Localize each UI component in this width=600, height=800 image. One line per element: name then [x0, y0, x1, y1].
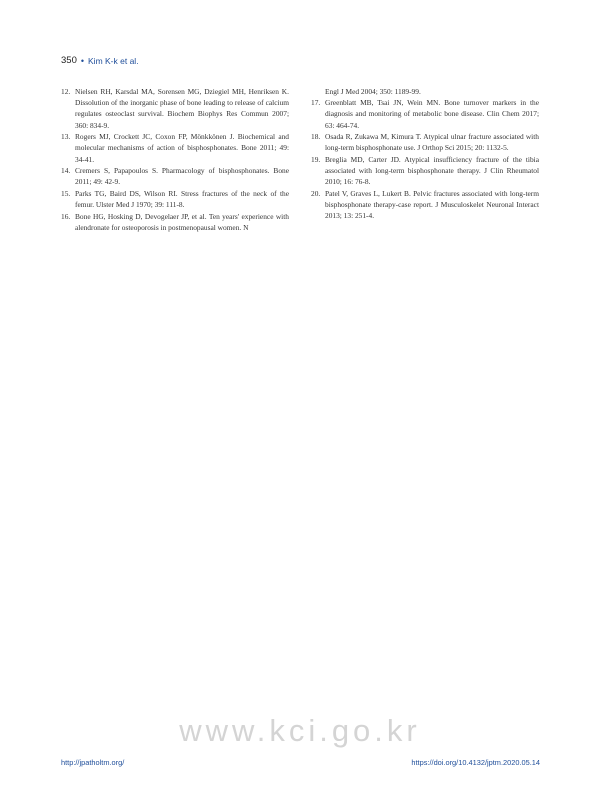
reference-text: Osada R, Zukawa M, Kimura T. Atypical ulnar fracture associated with long-term bisphosphonate use. J Orthop Sci 2015; 20: 1132-5. [325, 132, 539, 153]
reference-number: 13. [61, 132, 71, 142]
reference-number: 16. [61, 211, 71, 221]
reference-item [61, 211, 289, 233]
reference-number: 15. [61, 189, 71, 198]
reference-text: Bone HG, Hosking D, Devogelaer JP, et al. Ten years' experience with alendronate for osteoporosis in postmenopausal women. N [75, 211, 289, 232]
header-bullet: • [80, 55, 85, 66]
running-title: Kim K-k et al. [88, 55, 139, 66]
journal-url-link[interactable]: http://jpatholtm.org/ [61, 758, 125, 767]
reference-item [61, 188, 289, 210]
watermark: www.kci.go.kr [179, 713, 421, 748]
reference-number: 19. [311, 155, 321, 164]
reference-item [311, 154, 539, 188]
references-right-column [311, 86, 539, 222]
reference-number: 17. [311, 98, 321, 108]
reference-text: Rogers MJ, Crockett JC, Coxon FP, Mönkkönen J. Biochemical and molecular mechanisms of action of bisphosphonates. Bone 2011; 49: 34-41. [75, 132, 289, 164]
reference-text: Breglia MD, Carter JD. Atypical insufficiency fracture of the tibia associated with long-term bisphosphonate therapy. J Clin Rheumatol 2010; 16: 76-8. [325, 155, 539, 187]
reference-item [311, 97, 539, 131]
reference-text: Nielsen RH, Karsdal MA, Sorensen MG, Dziegiel MH, Henriksen K. Dissolution of the inorganic phase of bone leading to release of calcium regulates osteoclast survival. Biochem Biophys Res Commun 2007; 360: 834-9. [75, 87, 289, 130]
reference-item [61, 131, 289, 165]
reference-text: Greenblatt MB, Tsai JN, Wein MN. Bone turnover markers in the diagnosis and monitoring of metabolic bone disease. Clin Chem 2017; 63: 464-74. [325, 98, 539, 130]
reference-item [61, 86, 289, 131]
page-number: 350 [61, 55, 77, 66]
page-header [61, 55, 139, 66]
reference-number: 20. [311, 189, 321, 198]
reference-text: Cremers S, Papapoulos S. Pharmacology of bisphosphonates. Bone 2011; 49: 42-9. [75, 166, 289, 187]
reference-item [61, 165, 289, 187]
references-left-column [61, 86, 289, 233]
reference-number: 12. [61, 87, 71, 96]
reference-item [311, 131, 539, 153]
reference-continuation: Engl J Med 2004; 350: 1189-99. [325, 87, 421, 96]
reference-text: Patel V, Graves L, Lukert B. Pelvic fractures associated with long-term bisphosphonate therapy-case report. J Musculoskelet Neuronal Interact 2013; 13: 251-4. [325, 189, 539, 221]
doi-link[interactable]: https://doi.org/10.4132/jptm.2020.05.14 [411, 758, 540, 767]
reference-text: Parks TG, Baird DS, Wilson RI. Stress fractures of the neck of the femur. Ulster Med J 1970; 39: 111-8. [75, 189, 289, 210]
reference-item [311, 188, 539, 222]
reference-number: 14. [61, 166, 71, 176]
reference-number: 18. [311, 132, 321, 142]
